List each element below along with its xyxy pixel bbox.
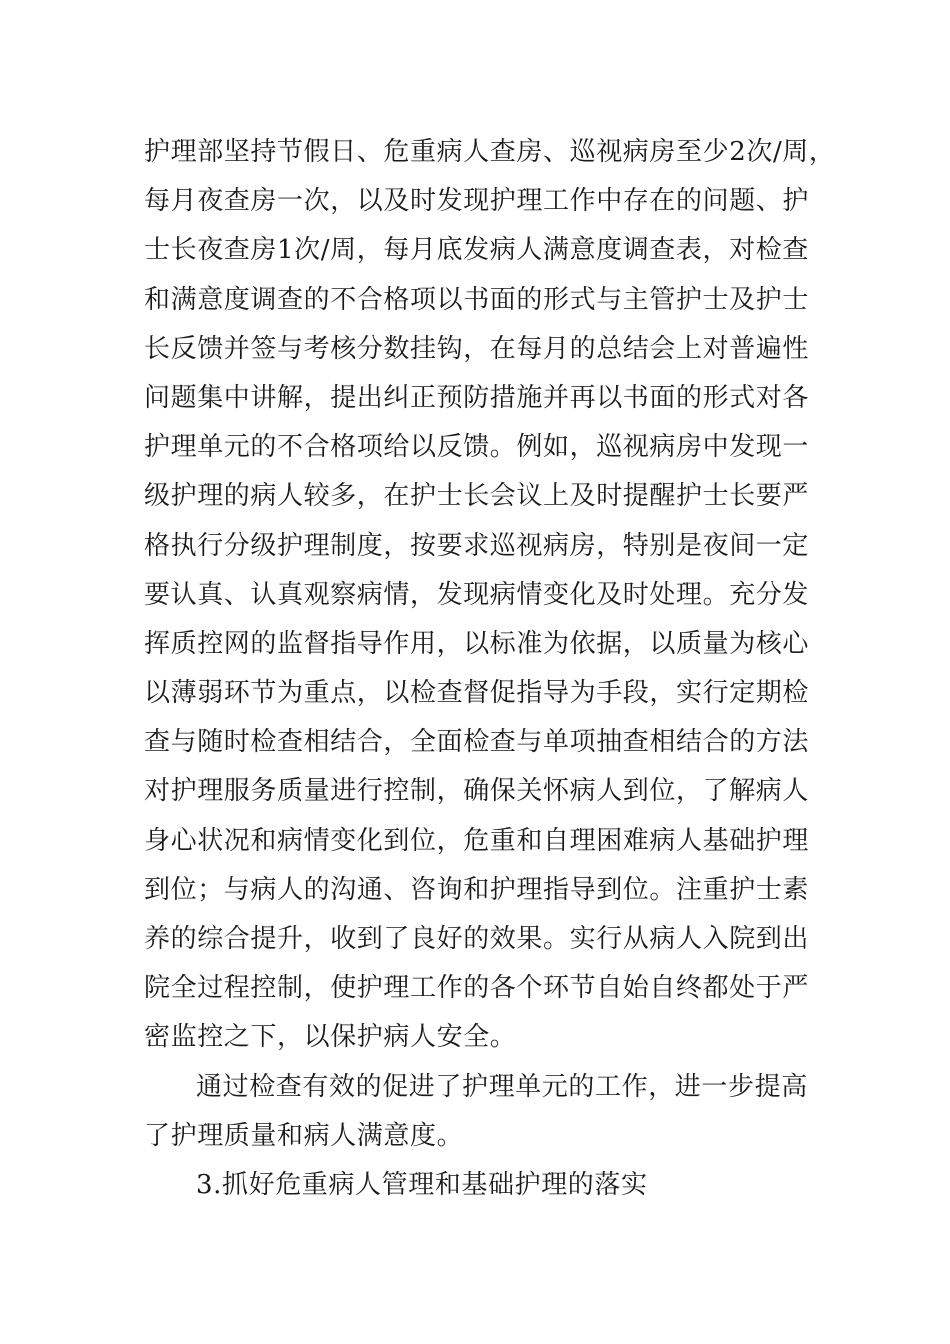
text-line: 了护理质量和病人满意度。 [144,1120,464,1151]
text-line: 每月夜查房一次，以及时发现护理工作中存在的问题、护 [144,186,810,217]
paragraph-1 [144,128,836,1063]
heading-3 [144,1161,824,1210]
text-line: 到位；与病人的沟通、咨询和护理指导到位。注重护士素 [144,874,810,905]
text-line: 查与随时检查相结合，全面检查与单项抽查相结合的方法 [144,727,810,758]
text-line: 对护理服务质量进行控制，确保关怀病人到位，了解病人 [144,776,810,807]
text-line: 养的综合提升，收到了良好的效果。实行从病人入院到出 [144,924,810,954]
text-line: 挥质控网的监督指导作用，以标准为依据，以质量为核心 [144,628,810,659]
paragraph-2 [144,1063,824,1161]
text-line: 要认真、认真观察病情，发现病情变化及时处理。充分发 [144,579,810,610]
section-heading: 3.抓好危重病人管理和基础护理的落实 [196,1169,648,1200]
text-line: 以薄弱环节为重点，以检查督促指导为手段，实行定期检 [144,678,810,709]
text-line: 长反馈并签与考核分数挂钩，在每月的总结会上对普遍性 [144,333,810,364]
text-line: 和满意度调查的不合格项以书面的形式与主管护士及护士 [144,284,810,315]
body-text [144,128,836,1210]
text-line: 士长夜查房1次/周，每月底发病人满意度调查表，对检查 [144,235,809,266]
text-line: 级护理的病人较多，在护士长会议上及时提醒护士长要严 [144,481,810,512]
text-line: 院全过程控制，使护理工作的各个环节自始自终都处于严 [144,973,810,1004]
text-line: 密监控之下，以保护病人安全。 [144,1022,517,1053]
text-line: 身心状况和病情变化到位，危重和自理困难病人基础护理 [144,825,810,856]
text-line: 格执行分级护理制度，按要求巡视病房，特别是夜间一定 [144,530,810,561]
text-line: 护理部坚持节假日、危重病人查房、巡视病房至少2次/周， [144,137,836,167]
text-line: 问题集中讲解，提出纠正预防措施并再以书面的形式对各 [144,382,810,413]
text-line: 护理单元的不合格项给以反馈。例如，巡视病房中发现一 [144,432,810,463]
text-line: 通过检查有效的促进了护理单元的工作，进一步提高 [196,1071,808,1102]
